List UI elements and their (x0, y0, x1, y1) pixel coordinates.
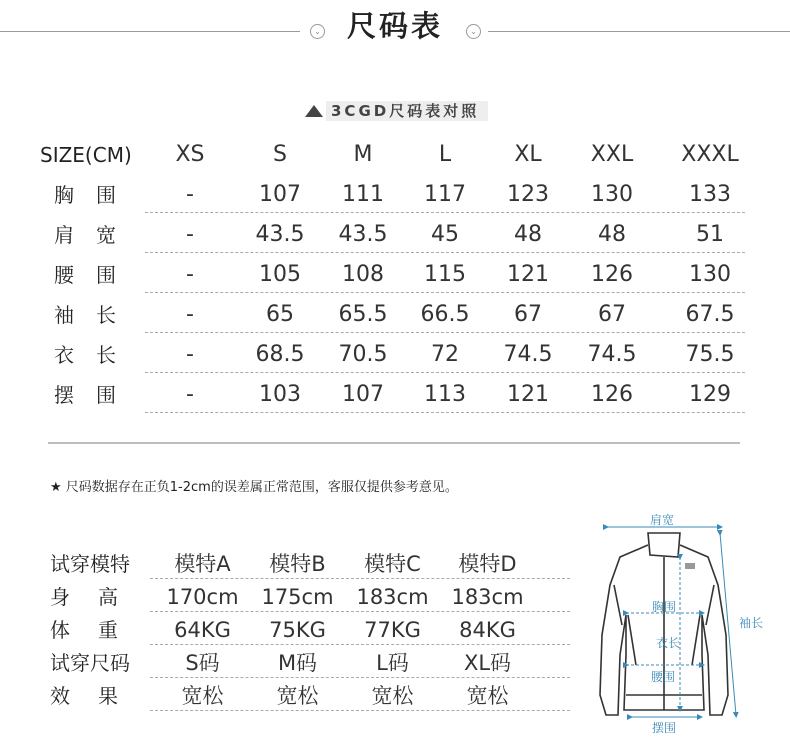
row-dotted-rule (145, 372, 745, 373)
model-cell: 模特B (269, 552, 326, 576)
header-rule-right (488, 31, 790, 32)
row-label: 袖长 (54, 303, 138, 327)
table-cell: 68.5 (255, 342, 305, 367)
table-cell: 45 (431, 222, 459, 247)
table-cell: - (186, 222, 194, 247)
table-cell: 103 (259, 382, 301, 407)
table-cell: 121 (507, 382, 549, 407)
table-cell: - (186, 302, 194, 327)
size-header-xxl: XXL (590, 142, 634, 167)
model-cell: 64KG (174, 618, 231, 642)
table-cell: 74.5 (503, 342, 553, 367)
sleeve-label: 袖长 (739, 616, 764, 630)
size-header-label: SIZE(CM) (40, 143, 132, 167)
table-cell: 126 (591, 382, 633, 407)
model-cell: 175cm (261, 585, 334, 609)
waist-label: 腰围 (651, 670, 676, 684)
model-cell: 模特A (174, 552, 231, 576)
row-dotted-rule (145, 292, 745, 293)
table-cell: 65 (266, 302, 294, 327)
table-cell: 75.5 (685, 342, 735, 367)
row-dotted-rule (150, 644, 570, 645)
model-cell: 宽松 (276, 684, 319, 708)
table-cell: 66.5 (420, 302, 470, 327)
table-cell: 43.5 (338, 222, 388, 247)
row-dotted-rule (150, 677, 570, 678)
section-divider (48, 442, 740, 444)
row-label: 肩宽 (54, 223, 138, 247)
table-cell: 67 (598, 302, 626, 327)
model-row (50, 647, 530, 679)
chest-label: 胸围 (652, 600, 677, 614)
size-table-header (40, 136, 750, 174)
model-cell: XL码 (463, 651, 512, 675)
table-cell: 105 (259, 262, 301, 287)
model-cell: L码 (376, 651, 409, 675)
table-row (40, 216, 750, 254)
model-row-label: 效果 (50, 684, 146, 708)
size-header-l: L (438, 142, 452, 167)
row-dotted-rule (145, 252, 745, 253)
model-row-label: 试穿模特 (50, 552, 130, 576)
shoulder-label: 肩宽 (650, 513, 675, 527)
table-cell: 117 (424, 182, 466, 207)
table-cell: - (186, 342, 194, 367)
model-cell: 75KG (269, 618, 326, 642)
model-cell: 84KG (459, 618, 516, 642)
model-cell: 170cm (166, 585, 239, 609)
model-row (50, 614, 530, 646)
table-row (40, 336, 750, 374)
row-dotted-rule (150, 578, 570, 579)
model-cell: 模特D (458, 552, 517, 576)
table-cell: 115 (424, 262, 466, 287)
table-cell: 111 (342, 182, 384, 207)
table-row (40, 376, 750, 414)
model-row-label: 试穿尺码 (50, 651, 130, 675)
table-cell: 70.5 (338, 342, 388, 367)
page-title: 尺码表 (346, 9, 443, 43)
size-header-xxxl: XXXL (681, 142, 739, 167)
table-cell: 51 (696, 222, 724, 247)
table-cell: 65.5 (338, 302, 388, 327)
model-cell: 183cm (451, 585, 524, 609)
table-cell: 130 (591, 182, 633, 207)
table-cell: 121 (507, 262, 549, 287)
subtitle-text: 3CGD尺码表对照 (331, 102, 480, 120)
table-cell: 48 (598, 222, 626, 247)
model-cell: 宽松 (371, 684, 414, 708)
model-row (50, 581, 530, 613)
model-cell: 183cm (356, 585, 429, 609)
chevron-down-icon: ⌄ (310, 24, 325, 39)
model-row-label: 身高 (50, 585, 146, 609)
table-cell: - (186, 382, 194, 407)
table-cell: 133 (689, 182, 731, 207)
table-cell: 107 (342, 382, 384, 407)
table-cell: 126 (591, 262, 633, 287)
table-cell: 67.5 (685, 302, 735, 327)
table-cell: 43.5 (255, 222, 305, 247)
model-row-label: 体重 (50, 618, 146, 642)
row-label: 摆围 (54, 383, 138, 407)
size-header-s: S (273, 142, 287, 167)
table-cell: 123 (507, 182, 549, 207)
table-row (40, 176, 750, 214)
row-dotted-rule (150, 710, 570, 711)
length-label: 衣长 (656, 636, 681, 650)
table-cell: 72 (431, 342, 459, 367)
row-dotted-rule (145, 332, 745, 333)
mountain-icon (305, 105, 323, 117)
table-cell: 74.5 (587, 342, 637, 367)
table-cell: 107 (259, 182, 301, 207)
subtitle (305, 100, 479, 121)
model-cell: M码 (277, 651, 318, 675)
row-dotted-rule (145, 212, 745, 213)
table-cell: 130 (689, 262, 731, 287)
model-cell: 宽松 (466, 684, 509, 708)
chevron-down-icon: ⌄ (466, 24, 481, 39)
size-header-xs: XS (175, 142, 205, 167)
row-label: 衣长 (54, 343, 138, 367)
table-cell: 108 (342, 262, 384, 287)
table-cell: 113 (424, 382, 466, 407)
model-row (50, 680, 530, 712)
table-row (40, 296, 750, 334)
row-dotted-rule (145, 412, 745, 413)
row-label: 腰围 (54, 263, 138, 287)
model-row (50, 548, 530, 580)
logo-icon (685, 563, 695, 569)
jacket-outline (600, 533, 728, 715)
table-cell: 67 (514, 302, 542, 327)
row-label: 胸围 (54, 183, 138, 207)
table-cell: - (186, 262, 194, 287)
hem-label: 摆围 (652, 721, 677, 735)
size-note: ★ 尺码数据存在正负1-2cm的误差属正常范围，客服仅提供参考意见。 (50, 480, 458, 495)
model-cell: S码 (185, 651, 220, 675)
model-cell: 模特C (364, 552, 421, 576)
table-cell: - (186, 182, 194, 207)
table-row (40, 256, 750, 294)
model-cell: 宽松 (181, 684, 224, 708)
size-header-xl: XL (514, 142, 542, 167)
row-dotted-rule (150, 611, 570, 612)
model-cell: 77KG (364, 618, 421, 642)
table-cell: 129 (689, 382, 731, 407)
table-cell: 48 (514, 222, 542, 247)
size-header-m: M (353, 142, 373, 167)
